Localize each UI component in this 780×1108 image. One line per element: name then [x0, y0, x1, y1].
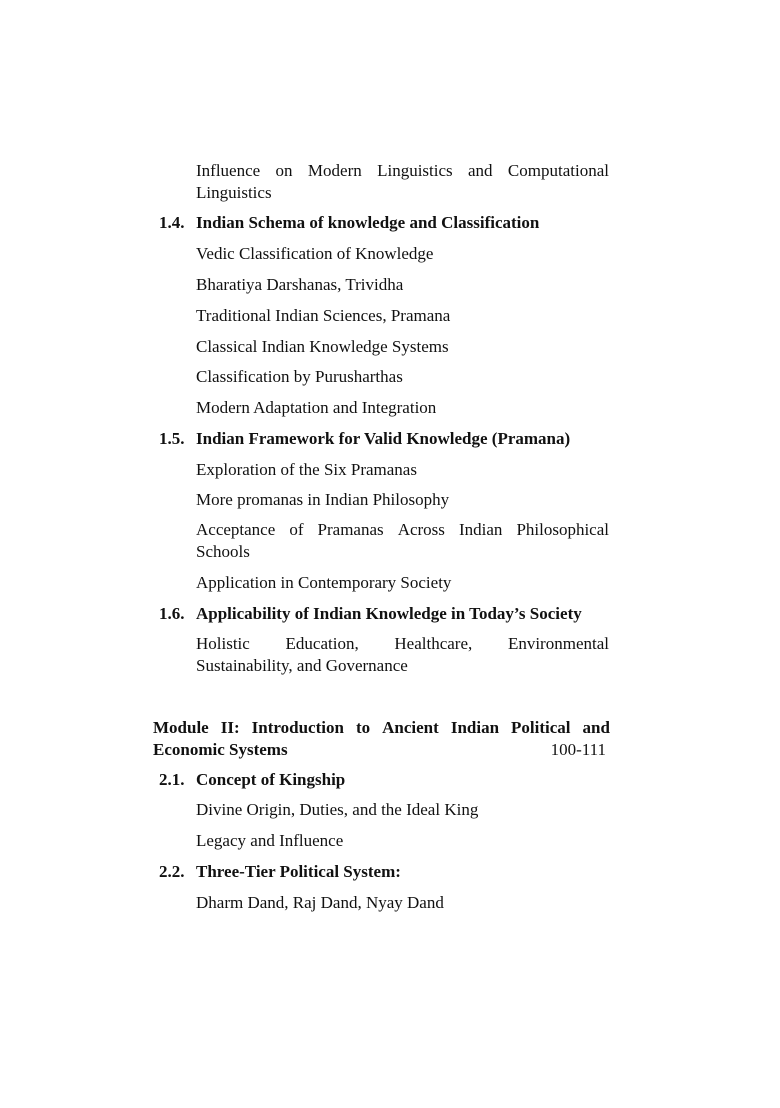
section-number: 1.5.: [159, 429, 185, 448]
section-title: Indian Framework for Valid Knowledge (Pramana): [196, 429, 571, 448]
word: Modern: [307, 161, 362, 180]
word: Ancient: [382, 718, 439, 737]
toc-item-line2: Schools: [196, 542, 250, 561]
word: Module: [153, 718, 209, 737]
toc-item: Dharm Dand, Raj Dand, Nyay Dand: [196, 893, 444, 912]
section-number: 1.6.: [159, 604, 185, 623]
toc-item: Traditional Indian Sciences, Pramana: [196, 306, 451, 325]
section-heading-2-2: [159, 861, 401, 883]
word: Indian: [458, 520, 503, 539]
section-heading-1-6: [159, 603, 582, 625]
section-title: Indian Schema of knowledge and Classification: [196, 213, 540, 232]
section-title: Applicability of Indian Knowledge in Today’s Society: [196, 604, 582, 623]
word: Acceptance: [196, 520, 276, 539]
word: Indian: [450, 718, 500, 737]
toc-item: Divine Origin, Duties, and the Ideal King: [196, 800, 479, 819]
word: to: [355, 718, 371, 737]
section-heading-2-1: [159, 769, 345, 791]
toc-item: Legacy and Influence: [196, 831, 344, 850]
section-title: Three-Tier Political System:: [196, 862, 401, 881]
word: Pramanas: [317, 520, 384, 539]
module-heading-line1: [153, 717, 610, 739]
section-title: Concept of Kingship: [196, 770, 346, 789]
toc-item: Application in Contemporary Society: [196, 573, 452, 592]
word: Across: [397, 520, 445, 539]
word: Political: [511, 718, 571, 737]
word: Holistic: [196, 634, 250, 653]
word: Healthcare,: [394, 634, 473, 653]
word: Introduction: [251, 718, 344, 737]
word: Philosophical: [516, 520, 609, 539]
toc-item: Bharatiya Darshanas, Trividha: [196, 275, 404, 294]
word: Linguistics: [377, 161, 453, 180]
section-heading-1-4: [159, 212, 539, 234]
toc-item-line1: [196, 519, 609, 541]
word: of: [289, 520, 304, 539]
module-title-end: Economic Systems: [153, 740, 288, 759]
module-heading-line2: [153, 739, 606, 761]
toc-item: Exploration of the Six Pramanas: [196, 460, 417, 479]
section-number: 1.4.: [159, 213, 185, 232]
word: Influence: [196, 161, 261, 180]
word: Computational: [507, 161, 609, 180]
section-number: 2.2.: [159, 862, 185, 881]
section-heading-1-5: [159, 428, 570, 450]
word: Environmental: [507, 634, 609, 653]
toc-item-line2: Sustainability, and Governance: [196, 656, 408, 675]
toc-item-line1: [196, 633, 609, 655]
word: II:: [220, 718, 240, 737]
toc-item: More promanas in Indian Philosophy: [196, 490, 450, 509]
word: Education,: [285, 634, 359, 653]
word: on: [275, 161, 293, 180]
toc-item: Modern Adaptation and Integration: [196, 398, 437, 417]
toc-item: Vedic Classification of Knowledge: [196, 244, 434, 263]
toc-item: Classification by Purusharthas: [196, 367, 403, 386]
toc-item-continued-line2: Linguistics: [196, 183, 272, 202]
toc-item-continued-line1: [196, 160, 609, 182]
toc-item: Classical Indian Knowledge Systems: [196, 337, 449, 356]
word: and: [468, 161, 493, 180]
section-number: 2.1.: [159, 770, 185, 789]
page-range: 100-111: [550, 740, 606, 759]
word: and: [582, 718, 610, 737]
